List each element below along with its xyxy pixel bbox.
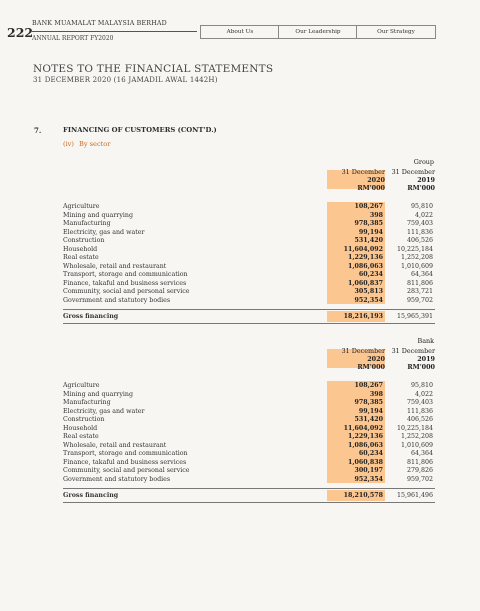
bank-total-rule-top	[63, 488, 435, 489]
value-2020: 99,194	[358, 228, 383, 236]
group-col1-header-unit: RM'000	[357, 184, 385, 192]
value-2019: 95,810	[410, 382, 433, 389]
bank-total-rule-bottom	[63, 502, 435, 503]
subsection-number: (iv)	[63, 140, 74, 148]
value-2019: 64,364	[410, 271, 433, 278]
value-2019: 1,010,609	[400, 262, 433, 270]
section-title: FINANCING OF CUSTOMERS (CONT'D.)	[63, 126, 217, 134]
row-label: Mining and quarrying	[63, 390, 133, 398]
value-2019: 95,810	[410, 203, 433, 210]
total-label: Gross financing	[63, 312, 119, 320]
row-label: Construction	[63, 416, 105, 423]
value-2020: 531,420	[354, 416, 383, 423]
total-label: Gross financing	[63, 491, 119, 499]
total-2019: 15,965,391	[396, 312, 433, 320]
row-label: Agriculture	[63, 382, 100, 389]
value-2019: 283,721	[406, 288, 433, 295]
value-2019: 279,826	[406, 467, 433, 474]
value-2020: 1,229,136	[347, 254, 383, 261]
group-col1-header-year: 2020	[367, 176, 385, 184]
group-entity-label: Group	[413, 158, 434, 166]
total-2020: 18,216,193	[343, 312, 383, 320]
value-2019: 64,364	[410, 450, 433, 457]
value-2020: 398	[369, 390, 383, 398]
group-col1-header-line1: 31 December	[341, 168, 385, 176]
bank-col2-header-unit: RM'000	[407, 363, 435, 371]
value-2020: 60,234	[358, 450, 383, 457]
notes-subtitle: 31 DECEMBER 2020 (16 JAMADIL AWAL 1442H)	[33, 76, 218, 84]
total-2019: 15,961,496	[396, 491, 433, 499]
row-label: Community, social and personal service	[63, 467, 190, 474]
page-number: 222	[7, 25, 34, 40]
group-total-row	[63, 313, 435, 322]
value-2019: 10,225,184	[396, 424, 433, 432]
value-2019: 811,806	[406, 279, 433, 287]
row-label: Agriculture	[63, 203, 100, 210]
row-label: Wholesale, retail and restaurant	[63, 441, 167, 449]
value-2019: 111,836	[406, 407, 433, 415]
value-2020: 1,229,136	[347, 433, 383, 440]
total-2020: 18,210,578	[343, 491, 383, 499]
value-2020: 99,194	[358, 407, 383, 415]
value-2020: 1,086,063	[347, 262, 383, 270]
value-2020: 1,086,063	[347, 441, 383, 449]
nav-about-us-button[interactable]: About Us	[200, 25, 280, 39]
value-2020: 305,813	[354, 288, 383, 295]
row-label: Real estate	[63, 254, 99, 261]
value-2020: 60,234	[358, 271, 383, 278]
nav-our-strategy-button[interactable]: Our Strategy	[356, 25, 436, 39]
header-divider	[32, 31, 197, 32]
row-label: Government and statutory bodies	[63, 475, 171, 483]
value-2019: 4,022	[414, 390, 433, 398]
value-2020: 952,354	[354, 475, 383, 483]
row-label: Electricity, gas and water	[63, 407, 145, 415]
row-label: Real estate	[63, 433, 99, 440]
row-label: Government and statutory bodies	[63, 296, 171, 304]
value-2019: 959,702	[406, 475, 433, 483]
value-2020: 11,604,092	[343, 424, 383, 432]
report-name: ANNUAL REPORT FY2020	[32, 35, 114, 42]
value-2020: 978,385	[354, 399, 383, 406]
section-number: 7.	[34, 126, 42, 135]
bank-col1-header-unit: RM'000	[357, 363, 385, 371]
value-2019: 111,836	[406, 228, 433, 236]
value-2019: 10,225,184	[396, 245, 433, 253]
subsection-title: By sector	[79, 140, 111, 148]
group-col2-header-unit: RM'000	[407, 184, 435, 192]
value-2019: 1,252,208	[400, 254, 433, 261]
value-2019: 1,010,609	[400, 441, 433, 449]
value-2020: 11,604,092	[343, 245, 383, 253]
value-2020: 531,420	[354, 237, 383, 244]
bank-col1-header-year: 2020	[367, 355, 385, 363]
row-label: Manufacturing	[63, 220, 111, 227]
row-label: Community, social and personal service	[63, 288, 190, 295]
bank-entity-label: Bank	[417, 337, 434, 345]
notes-title: NOTES TO THE FINANCIAL STATEMENTS	[33, 63, 274, 75]
row-label: Finance, takaful and business services	[63, 279, 187, 287]
group-col2-header-year: 2019	[417, 176, 435, 184]
row-label: Wholesale, retail and restaurant	[63, 262, 167, 270]
bank-col2-header-line1: 31 December	[391, 347, 435, 355]
bank-col2-header-year: 2019	[417, 355, 435, 363]
value-2020: 108,267	[354, 203, 383, 210]
value-2020: 1,060,837	[347, 279, 383, 287]
bank-name: BANK MUAMALAT MALAYSIA BERHAD	[32, 20, 167, 27]
value-2019: 759,403	[406, 220, 433, 227]
row-label: Finance, takaful and business services	[63, 458, 187, 466]
value-2020: 1,060,838	[347, 458, 383, 466]
table-row	[63, 297, 435, 306]
value-2019: 959,702	[406, 296, 433, 304]
row-label: Transport, storage and communication	[63, 450, 188, 457]
row-label: Household	[63, 245, 98, 253]
nav-our-leadership-button[interactable]: Our Leadership	[278, 25, 358, 39]
value-2019: 759,403	[406, 399, 433, 406]
value-2020: 398	[369, 211, 383, 219]
value-2020: 300,197	[354, 467, 383, 474]
row-label: Mining and quarrying	[63, 211, 133, 219]
row-label: Manufacturing	[63, 399, 111, 406]
group-total-rule-top	[63, 309, 435, 310]
bank-total-row	[63, 492, 435, 501]
row-label: Construction	[63, 237, 105, 244]
bank-col1-header-line1: 31 December	[341, 347, 385, 355]
value-2019: 1,252,208	[400, 433, 433, 440]
group-total-rule-bottom	[63, 323, 435, 324]
value-2020: 978,385	[354, 220, 383, 227]
value-2020: 952,354	[354, 296, 383, 304]
group-col2-header-line1: 31 December	[391, 168, 435, 176]
row-label: Electricity, gas and water	[63, 228, 145, 236]
value-2019: 406,526	[406, 416, 433, 423]
value-2019: 811,806	[406, 458, 433, 466]
value-2019: 4,022	[414, 211, 433, 219]
value-2020: 108,267	[354, 382, 383, 389]
row-label: Household	[63, 424, 98, 432]
row-label: Transport, storage and communication	[63, 271, 188, 278]
value-2019: 406,526	[406, 237, 433, 244]
table-row	[63, 476, 435, 485]
